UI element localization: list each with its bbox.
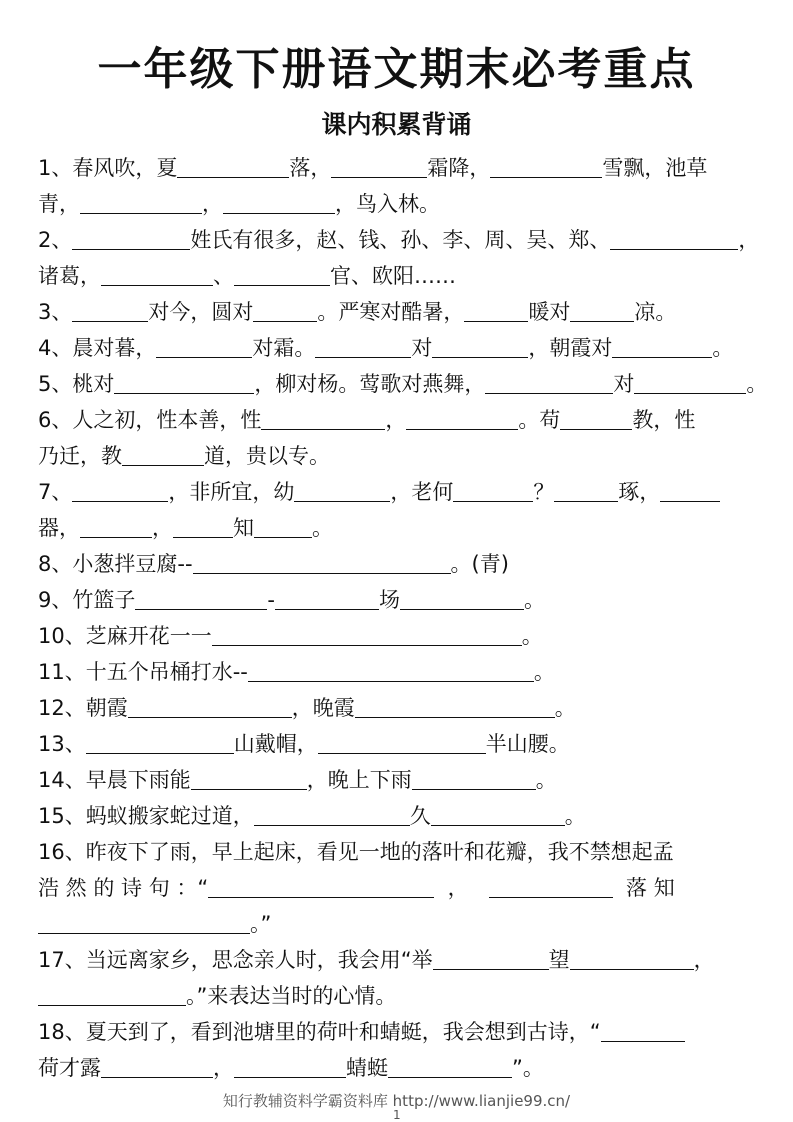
blank[interactable] (254, 515, 312, 538)
blank[interactable] (490, 155, 602, 178)
question-7: 7、 ，非所宜，幼 ，老何 ？ 琢， (38, 474, 758, 510)
blank[interactable] (128, 695, 292, 718)
blank[interactable] (72, 227, 190, 250)
question-16-cont2: 。” (38, 906, 758, 942)
question-3: 3、 对今，圆对 。严寒对酷暑， 暖对 凉。 (38, 300, 677, 324)
blank[interactable] (612, 335, 712, 358)
blank[interactable] (38, 983, 186, 1006)
blank[interactable] (315, 335, 411, 358)
question-12: 12、朝霞 ，晚霞 。 (38, 696, 576, 720)
question-9: 9、竹篮子 - 场 。 (38, 588, 545, 612)
question-15: 15、蚂蚁搬家蛇过道， 久 。 (38, 804, 586, 828)
blank[interactable] (254, 803, 410, 826)
blank[interactable] (80, 191, 202, 214)
page-title: 一年级下册语文期末必考重点 (97, 44, 696, 95)
blank[interactable] (388, 1055, 512, 1078)
blank[interactable] (212, 623, 522, 646)
blank[interactable] (489, 875, 613, 898)
question-17: 17、当远离家乡，思念亲人时，我会用“举 望 ， (38, 948, 715, 972)
blank[interactable] (275, 587, 379, 610)
blank[interactable] (406, 407, 518, 430)
blank[interactable] (156, 335, 252, 358)
blank[interactable] (464, 299, 528, 322)
blank[interactable] (431, 803, 565, 826)
blank[interactable] (114, 371, 254, 394)
blank[interactable] (101, 263, 213, 286)
blank[interactable] (433, 947, 549, 970)
question-2: 2、 姓氏有很多，赵、钱、孙、李、周、吴、郑、 ， (38, 228, 760, 252)
blank[interactable] (223, 191, 335, 214)
question-17-cont: 。”来表达当时的心情。 (38, 978, 758, 1014)
blank[interactable] (208, 875, 434, 898)
blank[interactable] (485, 371, 613, 394)
question-5: 5、桃对 ，柳对杨。莺歌对燕舞， 对 。 (38, 372, 768, 396)
blank[interactable] (234, 1055, 346, 1078)
page-number: 1 (393, 1108, 401, 1122)
blank[interactable] (234, 263, 330, 286)
blank[interactable] (560, 407, 632, 430)
blank[interactable] (432, 335, 528, 358)
blank[interactable] (253, 299, 317, 322)
question-8: 8、小葱拌豆腐-- 。(青) (38, 552, 509, 576)
blank[interactable] (122, 443, 204, 466)
question-13: 13、 山戴帽， 半山腰。 (38, 732, 570, 756)
question-2-cont: 诸葛， 、 官、欧阳…… (38, 264, 456, 288)
blank[interactable] (400, 587, 524, 610)
question-14: 14、早晨下雨能 ，晚上下雨 。 (38, 768, 557, 792)
question-6: 6、人之初，性本善，性 ， 。苟 教，性 (38, 408, 696, 432)
blank[interactable] (86, 731, 234, 754)
blank[interactable] (554, 479, 618, 502)
blank[interactable] (72, 479, 168, 502)
question-4: 4、晨对暮， 对霜。 对 ，朝霞对 。 (38, 336, 734, 360)
question-1-cont: 青， ， ，鸟入林。 (38, 192, 440, 216)
blank[interactable] (101, 1055, 213, 1078)
question-10: 10、芝麻开花一一 。 (38, 624, 543, 648)
blank[interactable] (570, 947, 694, 970)
blank[interactable] (453, 479, 533, 502)
blank[interactable] (135, 587, 267, 610)
blank[interactable] (191, 767, 307, 790)
question-18-cont: 荷才露 ， 蜻蜓 ”。 (38, 1056, 544, 1080)
blank[interactable] (261, 407, 385, 430)
question-16: 16、昨夜下了雨，早上起床，看见一地的落叶和花瓣，我不禁想起孟 (38, 840, 674, 864)
blank[interactable] (38, 911, 250, 934)
question-11: 11、十五个吊桶打水-- 。 (38, 660, 555, 684)
blank[interactable] (601, 1019, 685, 1042)
blank[interactable] (72, 299, 148, 322)
blank[interactable] (177, 155, 289, 178)
blank[interactable] (610, 227, 738, 250)
blank[interactable] (248, 659, 534, 682)
blank[interactable] (660, 479, 720, 502)
blank[interactable] (570, 299, 634, 322)
blank[interactable] (412, 767, 536, 790)
question-1: 1、春风吹，夏 落， 霜降， 雪飘，池草 (38, 156, 708, 180)
question-16-cont: 浩 然 的 诗 句 ：“ ， 落 知 (38, 876, 675, 900)
blank[interactable] (80, 515, 152, 538)
blank[interactable] (193, 551, 451, 574)
question-6-cont: 乃迁，教 道，贵以专。 (38, 444, 330, 468)
blank[interactable] (331, 155, 427, 178)
blank[interactable] (318, 731, 486, 754)
question-7-cont: 器， ， 知 。 (38, 516, 333, 540)
question-18: 18、夏天到了，看到池塘里的荷叶和蜻蜓，我会想到古诗，“ (38, 1014, 758, 1050)
blank[interactable] (355, 695, 555, 718)
blank[interactable] (294, 479, 390, 502)
blank[interactable] (173, 515, 233, 538)
page-subtitle: 课内积累背诵 (321, 110, 472, 139)
footer-source: 知行教辅资料学霸资料库 http://www.lianjie99.cn/ (222, 1092, 571, 1110)
blank[interactable] (634, 371, 746, 394)
